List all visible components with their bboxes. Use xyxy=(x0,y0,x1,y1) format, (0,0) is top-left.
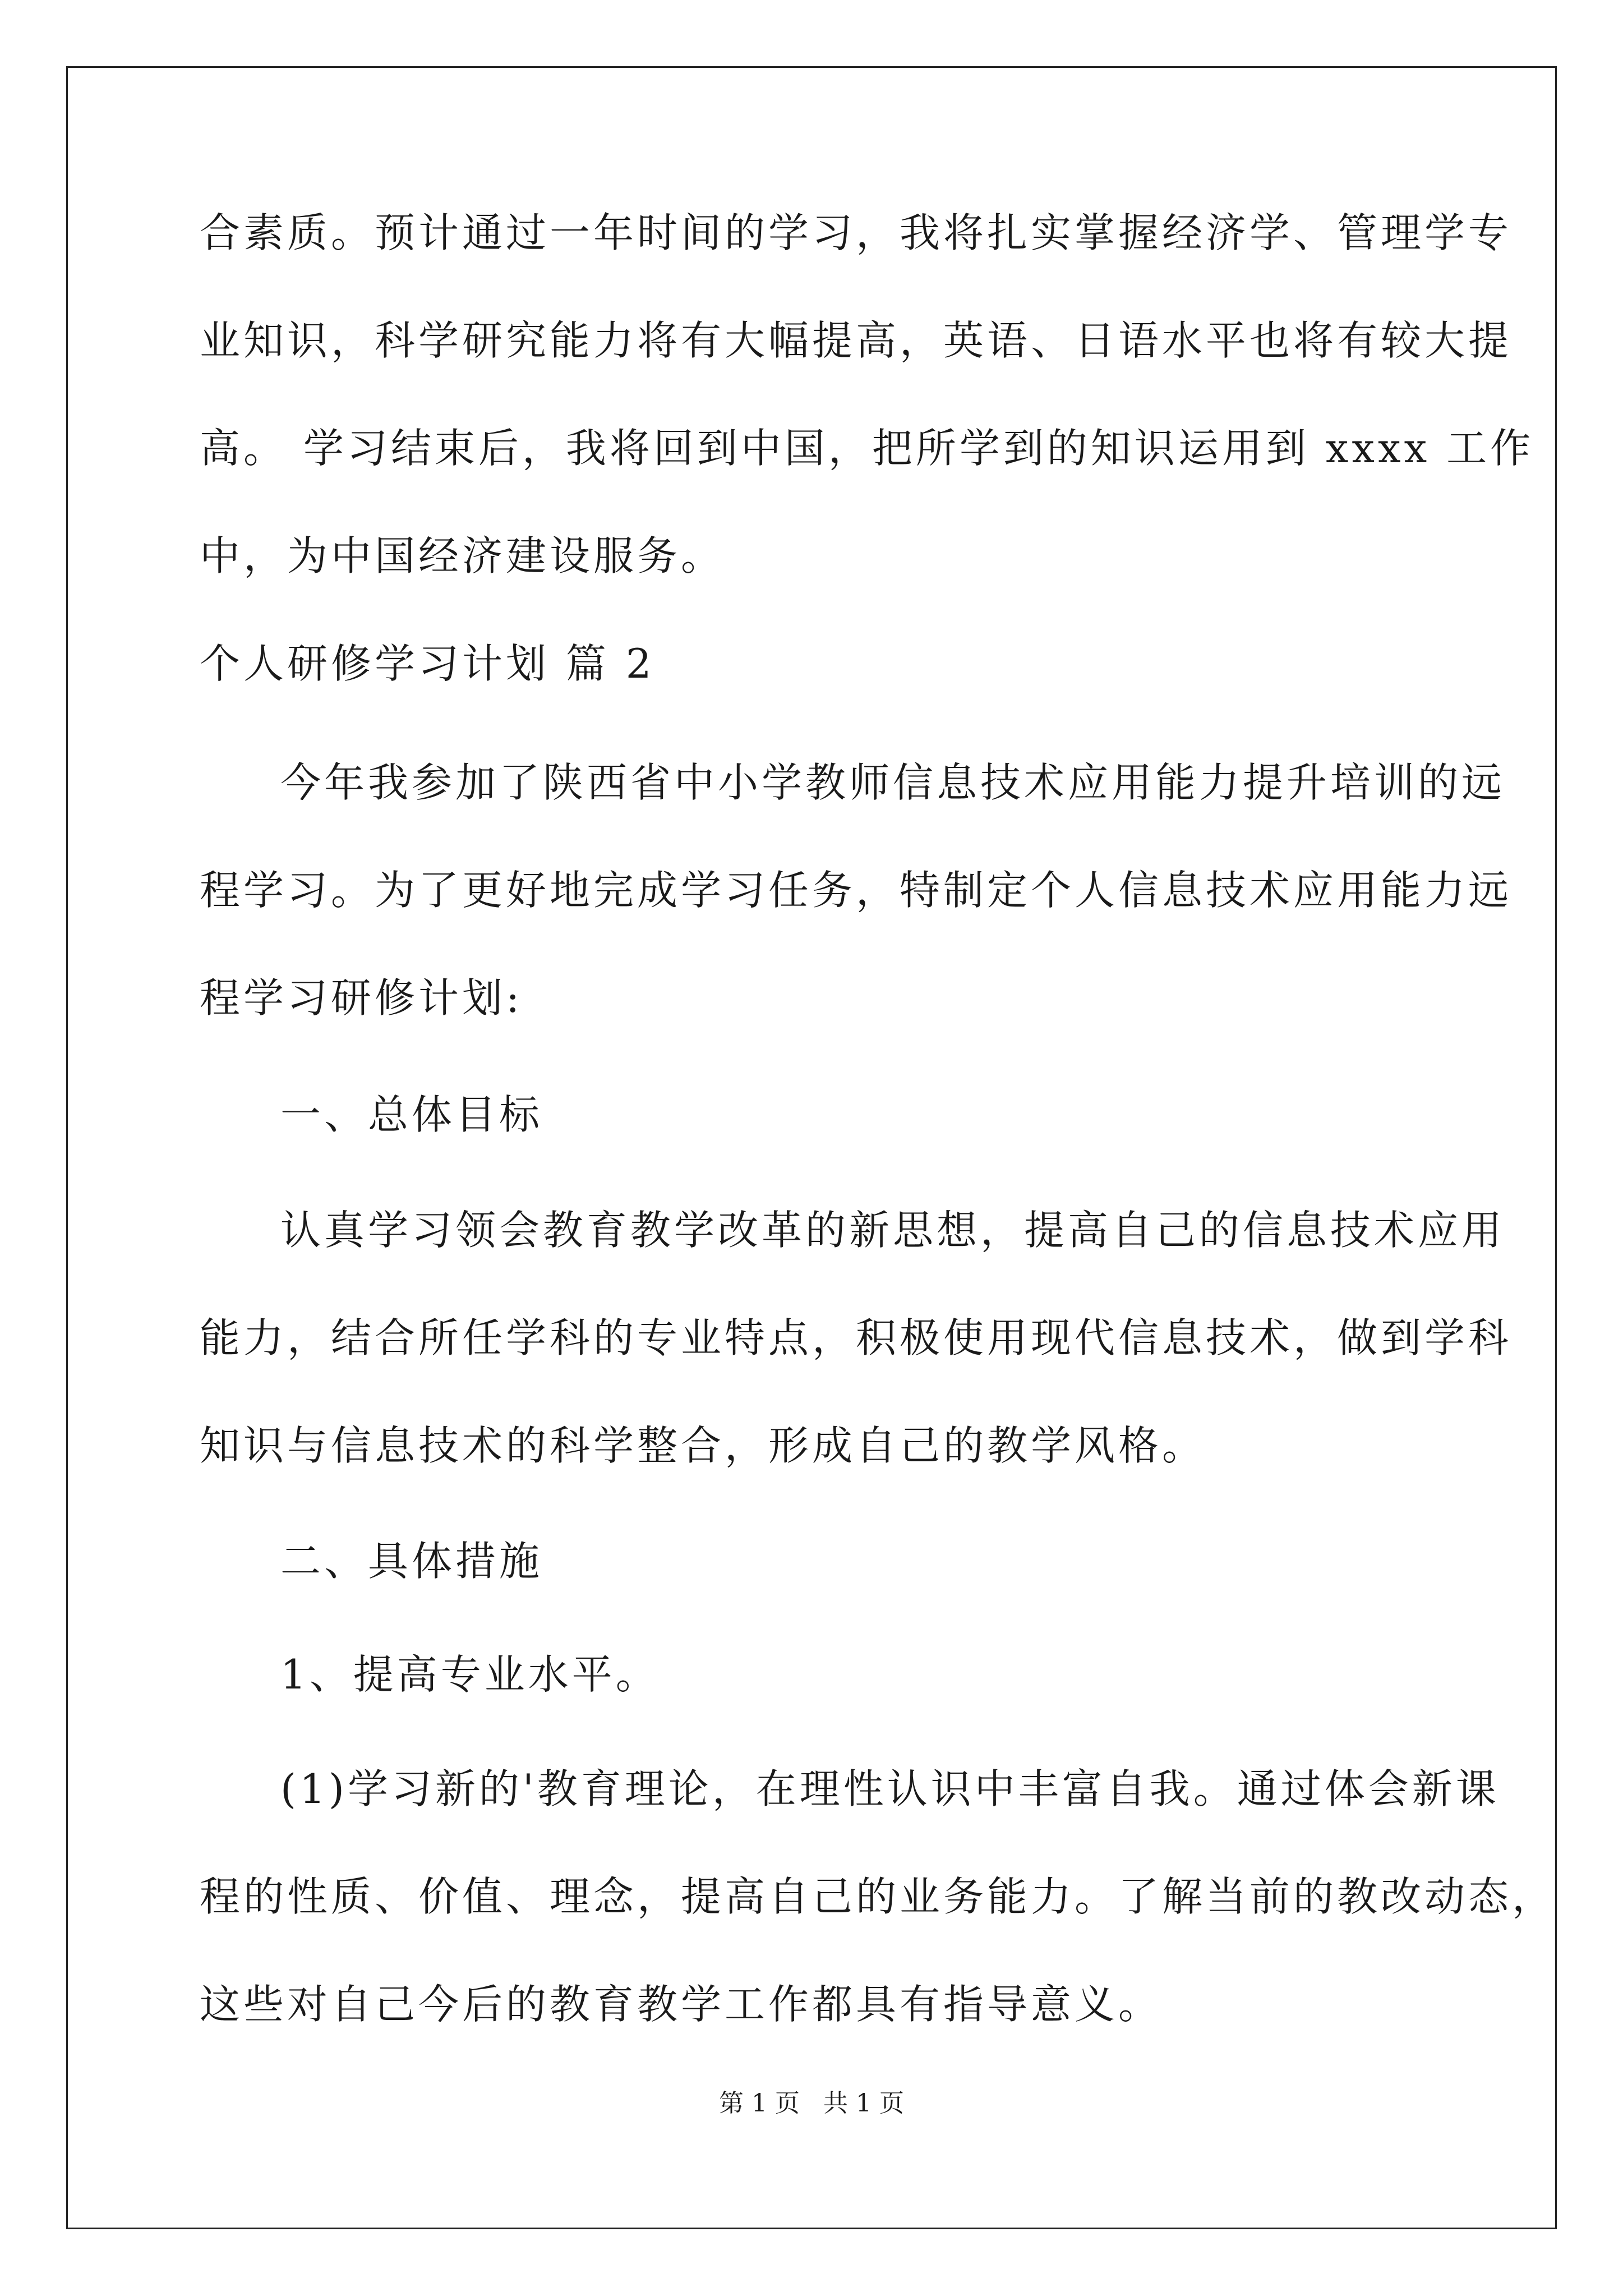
paragraph-line: 程学习。为了更好地完成学习任务，特制定个人信息技术应用能力远 xyxy=(200,867,1513,914)
section-heading: 个人研修学习计划 篇 2 xyxy=(200,640,655,687)
page-number-footer: 第 1 页 共 1 页 xyxy=(719,2089,904,2118)
paragraph-line: 这些对自己今后的教育教学工作都具有指导意义。 xyxy=(200,1981,1163,2028)
paragraph-line: 今年我参加了陕西省中小学教师信息技术应用能力提升培训的远 xyxy=(280,759,1506,806)
paragraph-line: 能力，结合所任学科的专业特点，积极使用现代信息技术，做到学科 xyxy=(200,1314,1513,1361)
subheading: 二、具体措施 xyxy=(280,1538,543,1585)
paragraph-line: 高。 学习结束后，我将回到中国，把所学到的知识运用到 xxxx 工作 xyxy=(200,425,1534,472)
paragraph-line: 程学习研修计划: xyxy=(200,974,523,1022)
paragraph-line: 业知识，科学研究能力将有大幅提高，英语、日语水平也将有较大提 xyxy=(200,317,1513,364)
paragraph-line: (1)学习新的'教育理论，在理性认识中丰富自我。通过体会新课 xyxy=(280,1765,1500,1812)
paragraph-line: 合素质。预计通过一年时间的学习，我将扎实掌握经济学、管理学专 xyxy=(200,209,1513,256)
subheading: 1、提高专业水平。 xyxy=(280,1651,660,1698)
paragraph-line: 认真学习领会教育教学改革的新思想，提高自己的信息技术应用 xyxy=(280,1207,1506,1254)
paragraph-line: 程的性质、价值、理念，提高自己的业务能力。了解当前的教改动态， xyxy=(200,1873,1556,1920)
paragraph-line: 中，为中国经济建设服务。 xyxy=(200,532,725,579)
subheading: 一、总体目标 xyxy=(280,1091,543,1138)
paragraph-line: 知识与信息技术的科学整合，形成自己的教学风格。 xyxy=(200,1422,1206,1469)
